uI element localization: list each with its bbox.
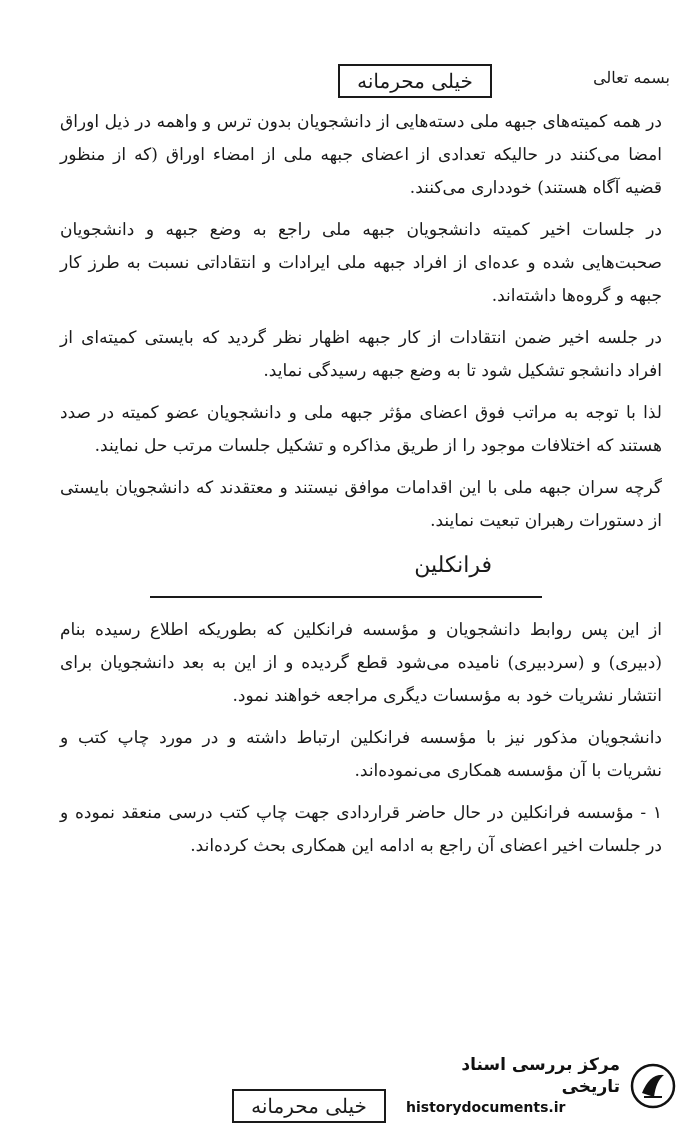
watermark	[406, 1057, 676, 1115]
watermark-name: مرکز بررسی اسناد تاریخی	[461, 1055, 620, 1097]
paragraph: در جلسه اخیر ضمن انتقادات از کار جبهه اظهار نظر گردید که بایستی کمیته‌ای از افراد دانشجو تشکیل شود تا به وضع جبهه رسیدگی نماید.	[60, 328, 662, 381]
section-paragraph: ۱ - مؤسسه فرانکلین در حال حاضر قراردادی جهت چاپ کتب درسی منعقد نموده و در جلسات اخیر اعضای آن راجع به ادامه این همکاری بحث کرده‌اند.	[60, 803, 662, 856]
paragraph: در همه کمیته‌های جبهه ملی دسته‌هایی از دانشجویان بدون ترس و واهمه در ذیل اوراق امضا می‌کنند در حالیکه تعدادی از اعضای جبهه ملی از امضاء اوراق (که از منظور قضیه آگاه هستند) خودداری می‌کنند.	[60, 112, 662, 198]
classification-stamp-top: خیلی محرمانه	[338, 64, 492, 98]
header-note: بسمه تعالی	[593, 68, 670, 87]
watermark-url: historydocuments.ir	[406, 1100, 566, 1116]
archive-logo-icon	[630, 1063, 676, 1109]
document-header	[52, 52, 670, 100]
watermark-text	[406, 1054, 620, 1118]
section-title: فرانکلین	[414, 553, 492, 578]
paragraph: گرچه سران جبهه ملی با این اقدامات موافق نیستند و معتقدند که دانشجویان بایستی از دستورات رهبران تبعیت نمایند.	[60, 478, 662, 531]
main-text	[52, 106, 670, 863]
section-paragraph: دانشجویان مذکور نیز با مؤسسه فرانکلین ارتباط داشته و در مورد چاپ کتب و نشریات با آن مؤسسه همکاری می‌نموده‌اند.	[60, 728, 662, 781]
document-body	[52, 52, 670, 1072]
section-divider	[150, 596, 542, 598]
paragraph: در جلسات اخیر کمیته دانشجویان جبهه ملی راجع به وضع جبهه و دانشجویان صحبت‌هایی شده و عده‌ای از افراد جبهه ملی ایرادات و انتقاداتی نسبت به طرز کار جبهه و گروه‌ها داشته‌اند.	[60, 220, 662, 306]
section-paragraph: از این پس روابط دانشجویان و مؤسسه فرانکلین که بطوریکه اطلاع رسیده بنام (دبیری) و (سردبیری) نامیده می‌شود قطع گردیده و از این به بعد دانشجویان برای انتشار نشریات خود به مؤسسات دیگری مراجعه خواهند نمود.	[60, 620, 662, 706]
paragraph: لذا با توجه به مراتب فوق اعضای مؤثر جبهه ملی و دانشجویان عضو کمیته در صدد هستند که اختلافات موجود را از طریق مذاکره و تشکیل جلسات مرتب حل نمایند.	[60, 403, 662, 456]
classification-stamp-bottom: خیلی محرمانه	[232, 1089, 386, 1123]
